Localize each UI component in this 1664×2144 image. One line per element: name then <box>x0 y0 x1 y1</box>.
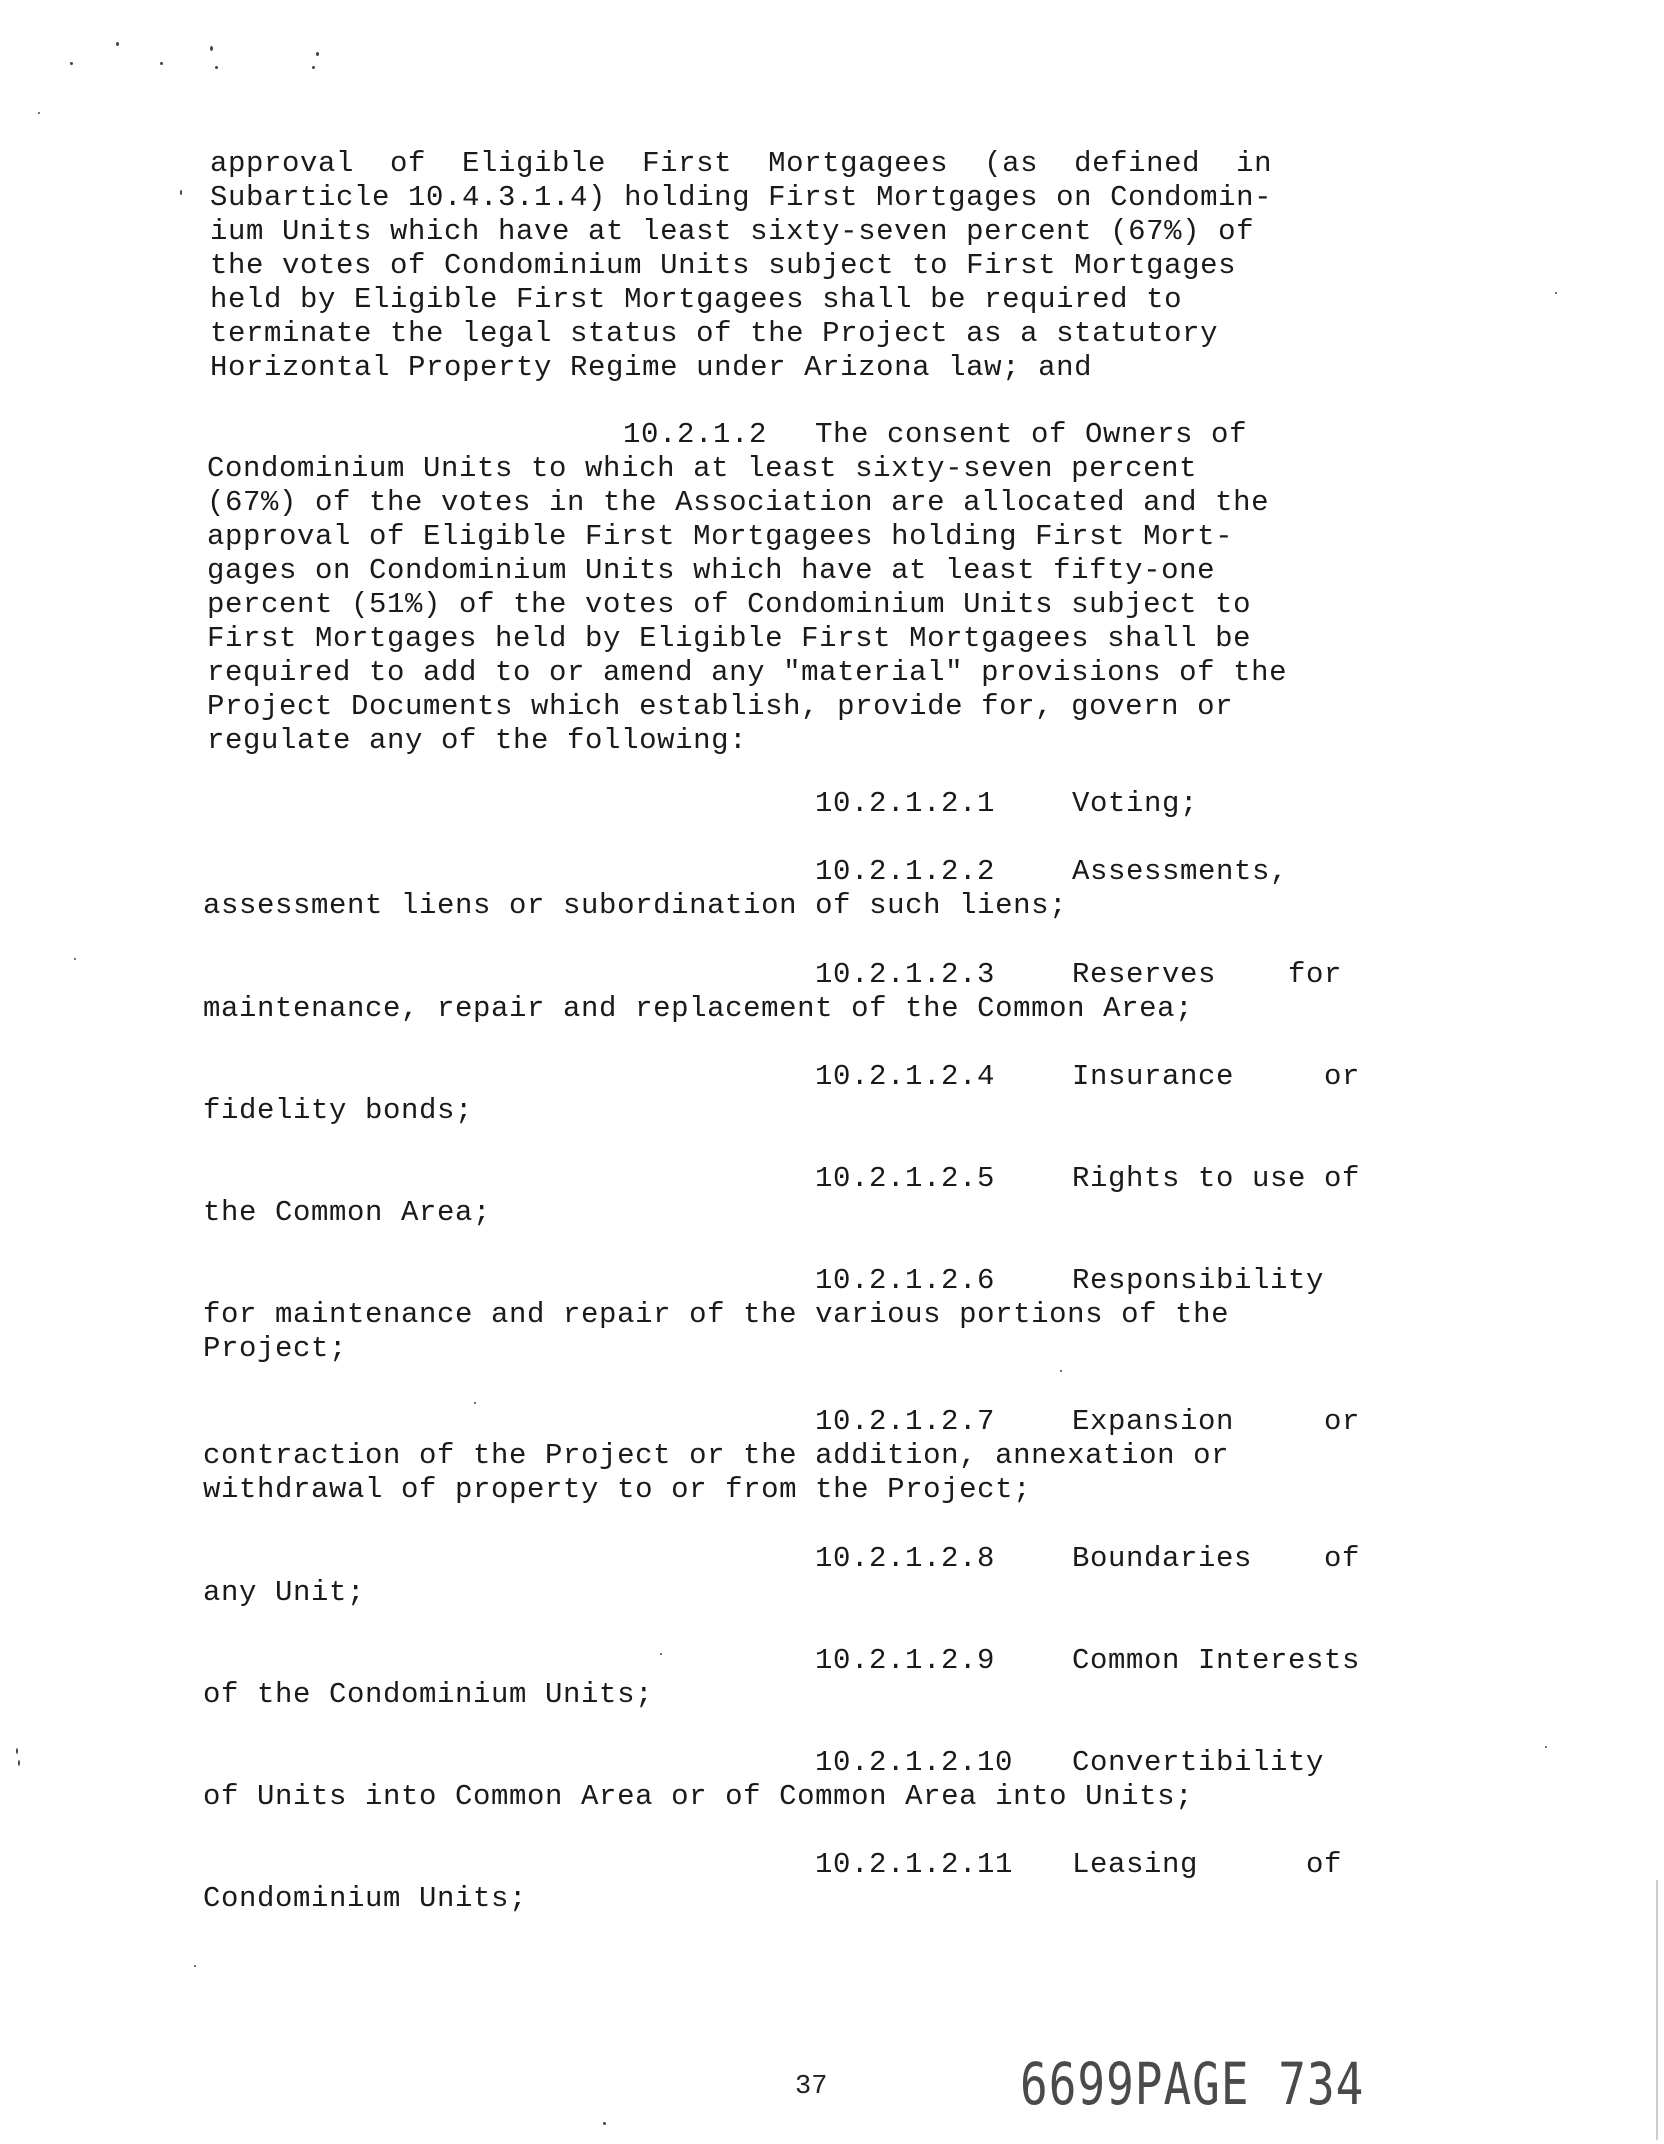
item-number: 10.2.1.2.9 <box>815 1644 996 1677</box>
item-heading: Insurance or <box>1072 1060 1361 1093</box>
scan-speck <box>180 190 182 195</box>
section-number: 10.2.1.2 <box>623 418 768 451</box>
paragraph-line: percent (51%) of the votes of Condominium Units subject to <box>207 588 1252 621</box>
paragraph-line: The consent of Owners of <box>815 418 1248 451</box>
scan-speck <box>1545 1746 1547 1748</box>
scan-speck <box>312 66 315 69</box>
item-continuation: maintenance, repair and replacement of the Common Area; <box>203 992 1194 1025</box>
paragraph-line: approval of Eligible First Mortgagees holding First Mort- <box>207 520 1234 553</box>
scan-speck <box>194 1965 196 1967</box>
item-number: 10.2.1.2.11 <box>815 1848 1014 1881</box>
paragraph-line: ium Units which have at least sixty-seven percent (67%) of <box>210 215 1255 248</box>
scan-speck <box>116 42 119 46</box>
item-continuation: of Units into Common Area or of Common Area into Units; <box>203 1780 1194 1813</box>
item-continuation: contraction of the Project or the addition, annexation or withdrawal of property to or from the Project; <box>203 1439 1230 1506</box>
item-number: 10.2.1.2.3 <box>815 958 996 991</box>
scan-speck <box>70 62 73 65</box>
scan-speck <box>74 958 76 960</box>
paragraph-line: Subarticle 10.4.3.1.4) holding First Mortgages on Condomin- <box>210 181 1273 214</box>
item-heading: Boundaries of <box>1072 1542 1361 1575</box>
item-number: 10.2.1.2.6 <box>815 1264 996 1297</box>
item-heading: Assessments, <box>1072 855 1289 888</box>
scan-speck <box>1555 292 1557 294</box>
paragraph-line: Horizontal Property Regime under Arizona law; and <box>210 351 1093 384</box>
paragraph-line: approval of Eligible First Mortgagees (as defined in <box>210 147 1273 180</box>
item-number: 10.2.1.2.7 <box>815 1405 996 1438</box>
scan-speck <box>316 52 319 56</box>
item-heading: Convertibility <box>1072 1746 1325 1779</box>
item-continuation: the Common Area; <box>203 1196 492 1229</box>
scan-speck <box>18 1760 20 1766</box>
scan-speck <box>16 1748 18 1754</box>
scan-speck <box>1060 1370 1062 1372</box>
paragraph-line: First Mortgages held by Eligible First Mortgagees shall be <box>207 622 1252 655</box>
recording-stamp: 6699PAGE 734 <box>1020 2050 1365 2118</box>
paragraph-line: the votes of Condominium Units subject to First Mortgages <box>210 249 1237 282</box>
scan-speck <box>160 62 163 65</box>
scan-edge <box>1656 1880 1658 2140</box>
item-number: 10.2.1.2.5 <box>815 1162 996 1195</box>
paragraph-line: terminate the legal status of the Project as a statutory <box>210 317 1219 350</box>
paragraph-line: Project Documents which establish, provide for, govern or <box>207 690 1234 723</box>
item-heading: Responsibility <box>1072 1264 1325 1297</box>
item-continuation: fidelity bonds; <box>203 1094 474 1127</box>
item-heading: Expansion or <box>1072 1405 1361 1438</box>
item-continuation: Condominium Units; <box>203 1882 528 1915</box>
item-heading: Reserves for <box>1072 958 1343 991</box>
scan-speck <box>603 2122 606 2125</box>
item-continuation: assessment liens or subordination of such liens; <box>203 889 1068 922</box>
paragraph-line: (67%) of the votes in the Association are allocated and the <box>207 486 1270 519</box>
paragraph-line: gages on Condominium Units which have at least fifty-one <box>207 554 1216 587</box>
scan-speck <box>215 66 218 69</box>
scan-speck <box>660 1653 662 1655</box>
scan-speck <box>210 46 213 51</box>
item-continuation: of the Condominium Units; <box>203 1678 654 1711</box>
paragraph-line: Condominium Units to which at least sixty-seven percent <box>207 452 1198 485</box>
item-number: 10.2.1.2.8 <box>815 1542 996 1575</box>
page-number: 37 <box>795 2072 828 2102</box>
item-heading: Rights to use of <box>1072 1162 1361 1195</box>
item-number: 10.2.1.2.10 <box>815 1746 1014 1779</box>
item-number: 10.2.1.2.1 <box>815 787 996 820</box>
scan-speck <box>474 1402 476 1404</box>
paragraph-line: held by Eligible First Mortgagees shall be required to <box>210 283 1183 316</box>
paragraph-line: required to add to or amend any "material" provisions of the <box>207 656 1288 689</box>
item-heading: Voting; <box>1072 787 1199 820</box>
item-heading: Leasing of <box>1072 1848 1343 1881</box>
scan-speck <box>38 112 40 114</box>
item-heading: Common Interests <box>1072 1644 1361 1677</box>
item-continuation: for maintenance and repair of the various portions of the Project; <box>203 1298 1230 1365</box>
item-number: 10.2.1.2.2 <box>815 855 996 888</box>
item-number: 10.2.1.2.4 <box>815 1060 996 1093</box>
paragraph-line: regulate any of the following: <box>207 724 748 757</box>
item-continuation: any Unit; <box>203 1576 366 1609</box>
